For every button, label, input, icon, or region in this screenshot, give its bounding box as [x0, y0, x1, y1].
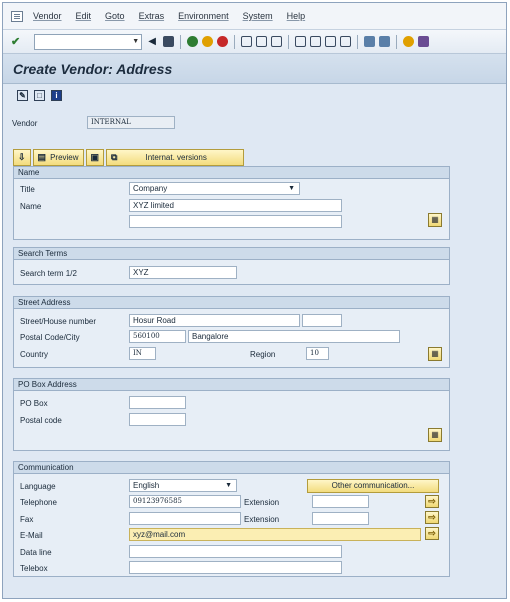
find-next-icon[interactable]	[271, 36, 282, 47]
back-arrow-icon[interactable]: ◀	[148, 36, 156, 47]
title-label: Title	[20, 185, 35, 194]
name-field[interactable]: XYZ limited	[129, 199, 342, 212]
email-field[interactable]: xyz@mail.com	[129, 528, 421, 541]
menu-environment[interactable]: Environment	[178, 11, 229, 21]
telephone-more-button[interactable]	[425, 495, 439, 508]
name-group	[13, 166, 450, 240]
find-icon[interactable]	[256, 36, 267, 47]
document-icon: ▤	[37, 152, 47, 162]
intl-versions-button[interactable]	[106, 149, 244, 166]
arrow-right-icon: ⇨	[428, 528, 436, 538]
standard-toolbar	[3, 30, 506, 54]
search-terms-group	[13, 247, 450, 285]
toolbar-separator	[234, 35, 235, 49]
fax-extension-label: Extension	[244, 515, 280, 524]
language-label: Language	[20, 482, 56, 491]
lock-icon: ▣	[90, 152, 100, 162]
street-field[interactable]: Hosur Road	[129, 314, 300, 327]
name-group-header: Name	[14, 167, 449, 179]
command-field[interactable]	[34, 34, 142, 50]
vendor-field: INTERNAL	[87, 116, 175, 129]
more-fields-button[interactable]	[428, 347, 442, 361]
cancel-icon[interactable]	[217, 36, 228, 47]
menu-edit[interactable]: Edit	[75, 11, 92, 21]
fax-more-button[interactable]	[425, 511, 439, 524]
toolbar-separator	[180, 35, 181, 49]
language-select-value: English	[133, 481, 160, 490]
previous-page-icon[interactable]	[310, 36, 321, 47]
toolbar-separator	[396, 35, 397, 49]
system-menu-icon[interactable]	[11, 11, 23, 22]
sap-window	[2, 2, 507, 599]
other-communication-button[interactable]: Other communication...	[307, 479, 439, 493]
display-change-icon[interactable]: ✎	[17, 90, 28, 101]
po-box-label: PO Box	[20, 399, 48, 408]
exit-icon[interactable]	[202, 36, 213, 47]
other-vendor-icon[interactable]: □	[34, 90, 45, 101]
info-icon[interactable]: i	[51, 90, 62, 101]
chevron-down-icon[interactable]: ▼	[132, 37, 140, 45]
name2-field[interactable]	[129, 215, 342, 228]
back-icon[interactable]	[187, 36, 198, 47]
more-fields-icon: ▦	[431, 349, 439, 358]
language-select[interactable]	[129, 479, 237, 492]
telephone-extension-field[interactable]	[312, 495, 369, 508]
arrow-right-icon: ⇨	[428, 512, 436, 522]
house-number-field[interactable]	[302, 314, 342, 327]
search-terms-header: Search Terms	[14, 248, 449, 260]
data-line-field[interactable]	[129, 545, 342, 558]
more-fields-button[interactable]	[428, 428, 442, 442]
save-icon[interactable]	[163, 36, 174, 47]
menu-goto[interactable]: Goto	[105, 11, 125, 21]
menu-vendor[interactable]: Vendor	[33, 11, 62, 21]
expand-button[interactable]	[13, 149, 31, 166]
vendor-label: Vendor	[12, 119, 38, 128]
postal-city-label: Postal Code/City	[20, 333, 80, 342]
po-box-group	[13, 378, 450, 451]
communication-group	[13, 461, 450, 577]
po-box-field[interactable]	[129, 396, 186, 409]
telephone-field[interactable]: 09123976585	[129, 495, 241, 508]
telebox-label: Telebox	[20, 564, 48, 573]
arrow-right-icon: ⇨	[428, 496, 436, 506]
street-address-header: Street Address	[14, 297, 449, 309]
new-session-icon[interactable]	[364, 36, 375, 47]
layout-menu-icon[interactable]	[418, 36, 429, 47]
chevron-down-icon[interactable]: ▼	[225, 482, 232, 489]
help-icon[interactable]	[403, 36, 414, 47]
expand-icon: ⇩	[18, 152, 26, 162]
fax-field[interactable]	[129, 512, 241, 525]
preview-label: Preview	[50, 153, 79, 162]
enter-check-icon[interactable]: ✔	[11, 36, 21, 48]
toolbar-separator	[288, 35, 289, 49]
search-term-field[interactable]: XYZ	[129, 266, 237, 279]
page-title: Create Vendor: Address	[13, 60, 173, 77]
email-label: E-Mail	[20, 531, 43, 540]
shortcut-icon[interactable]	[379, 36, 390, 47]
country-label: Country	[20, 350, 49, 359]
street-address-group	[13, 296, 450, 368]
telephone-label: Telephone	[20, 498, 57, 507]
menu-help[interactable]: Help	[286, 11, 306, 21]
menu-bar	[3, 3, 506, 30]
street-label: Street/House number	[20, 317, 97, 326]
chevron-down-icon[interactable]: ▼	[288, 185, 295, 192]
title-select-value: Company	[133, 184, 168, 193]
toolbar-separator	[357, 35, 358, 49]
postal-code-field[interactable]: 560100	[129, 330, 186, 343]
telephone-extension-label: Extension	[244, 498, 280, 507]
lock-button[interactable]	[86, 149, 105, 166]
region-label: Region	[250, 350, 276, 359]
fax-label: Fax	[20, 515, 34, 524]
data-line-label: Data line	[20, 548, 52, 557]
intl-versions-label: Internat. versions	[145, 153, 207, 162]
communication-header: Communication	[14, 462, 449, 474]
country-field[interactable]: IN	[129, 347, 156, 360]
title-select[interactable]	[129, 182, 300, 195]
first-page-icon[interactable]	[295, 36, 306, 47]
search-term-label: Search term 1/2	[20, 269, 77, 278]
versions-icon: ⧉	[111, 152, 118, 162]
po-box-header: PO Box Address	[14, 379, 449, 391]
po-postal-field[interactable]	[129, 413, 186, 426]
telebox-field[interactable]	[129, 561, 342, 574]
application-toolbar	[17, 90, 62, 101]
title-bar	[3, 54, 506, 84]
preview-button[interactable]	[33, 149, 84, 166]
next-page-icon[interactable]	[325, 36, 336, 47]
menu-system[interactable]: System	[242, 11, 273, 21]
button-strip	[13, 149, 244, 166]
print-icon[interactable]	[241, 36, 252, 47]
fax-extension-field[interactable]	[312, 512, 369, 525]
name-label: Name	[20, 202, 42, 211]
region-field[interactable]: 10	[306, 347, 329, 360]
more-fields-icon: ▦	[431, 215, 439, 224]
more-fields-button[interactable]	[428, 213, 442, 227]
po-postal-label: Postal code	[20, 416, 62, 425]
last-page-icon[interactable]	[340, 36, 351, 47]
more-fields-icon: ▦	[431, 430, 439, 439]
email-more-button[interactable]	[425, 527, 439, 540]
city-field[interactable]: Bangalore	[188, 330, 400, 343]
menu-extras[interactable]: Extras	[138, 11, 165, 21]
